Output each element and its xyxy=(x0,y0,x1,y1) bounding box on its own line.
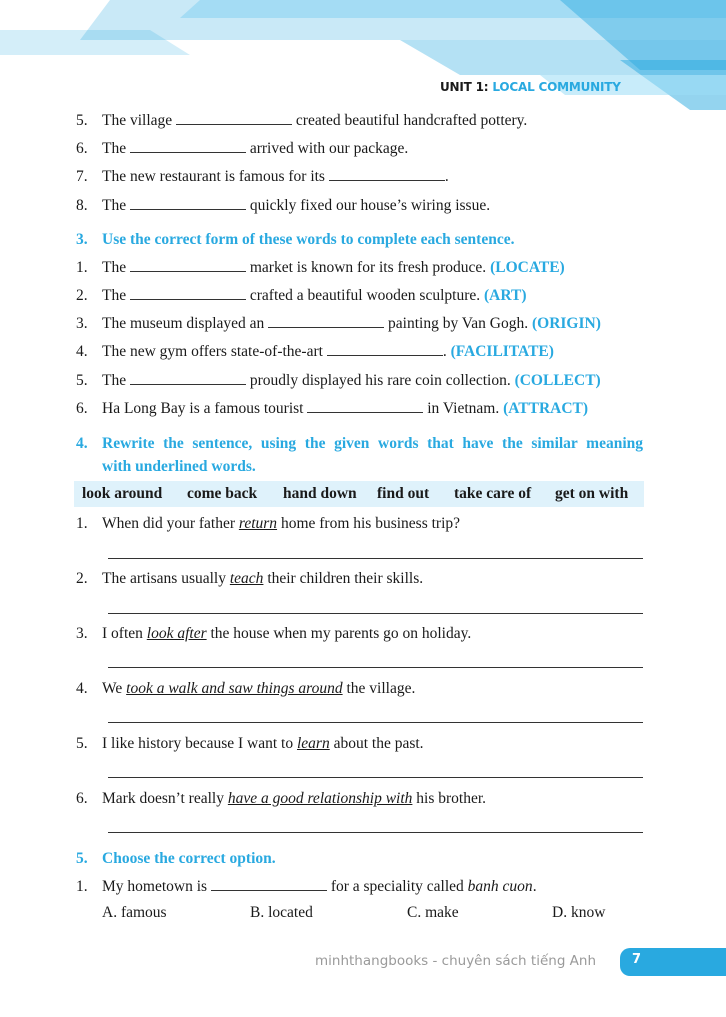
word-box xyxy=(74,481,644,507)
section-4-title-line1: Rewrite the sentence, using the given words that have the similar meaning xyxy=(102,435,643,452)
fill-blank[interactable] xyxy=(130,258,246,272)
underlined-phrase: teach xyxy=(229,570,264,587)
word-option: look around xyxy=(82,485,163,502)
fill-blank[interactable] xyxy=(327,342,443,356)
unit-number: UNIT 1: xyxy=(440,80,489,94)
underlined-phrase: have a good relationship with xyxy=(227,790,413,807)
fill-blank[interactable] xyxy=(268,314,384,328)
word-option: take care of xyxy=(454,485,532,502)
underlined-phrase: return xyxy=(238,515,278,532)
answer-line[interactable] xyxy=(108,667,643,668)
fill-blank[interactable] xyxy=(130,196,246,210)
unit-title: LOCAL COMMUNITY xyxy=(492,80,621,94)
word-option: get on with xyxy=(555,485,629,502)
word-cue: (ORIGIN) xyxy=(531,315,601,332)
unit-header xyxy=(440,80,621,94)
section-3-title: Use the correct form of these words to complete each sentence. xyxy=(102,231,515,248)
fill-blank[interactable] xyxy=(307,399,423,413)
word-cue: (ART) xyxy=(484,287,527,304)
footer-brand: minhthangbooks - chuyên sách tiếng Anh xyxy=(315,953,597,969)
fill-blank[interactable] xyxy=(130,286,246,300)
option-b[interactable]: B. located xyxy=(250,904,313,921)
section-5-number: 5. xyxy=(76,850,88,867)
word-cue: (FACILITATE) xyxy=(450,343,554,360)
word-cue: (COLLECT) xyxy=(514,372,601,389)
underlined-phrase: learn xyxy=(296,735,330,752)
answer-line[interactable] xyxy=(108,777,643,778)
underlined-phrase: look after xyxy=(146,625,207,642)
option-d[interactable]: D. know xyxy=(552,904,606,921)
section-5-title: Choose the correct option. xyxy=(102,850,276,867)
fill-blank[interactable] xyxy=(130,139,246,153)
word-option: find out xyxy=(377,485,430,502)
fill-blank[interactable] xyxy=(329,167,445,181)
section-4-number: 4. xyxy=(76,435,88,452)
underlined-phrase: took a walk and saw things around xyxy=(126,680,343,697)
word-cue: (ATTRACT) xyxy=(503,400,589,417)
section-3-number: 3. xyxy=(76,231,88,248)
word-option: hand down xyxy=(283,485,357,502)
answer-line[interactable] xyxy=(108,832,643,833)
option-c[interactable]: C. make xyxy=(407,904,459,921)
answer-line[interactable] xyxy=(108,613,643,614)
word-option: come back xyxy=(187,485,258,502)
fill-blank[interactable] xyxy=(176,111,292,125)
fill-blank[interactable] xyxy=(130,371,246,385)
answer-line[interactable] xyxy=(108,558,643,559)
section-4-title-line2: with underlined words. xyxy=(102,458,256,475)
option-a[interactable]: A. famous xyxy=(102,904,167,921)
answer-line[interactable] xyxy=(108,722,643,723)
page-number: 7 xyxy=(632,952,642,967)
word-cue: (LOCATE) xyxy=(490,259,565,276)
fill-blank[interactable] xyxy=(211,877,327,891)
